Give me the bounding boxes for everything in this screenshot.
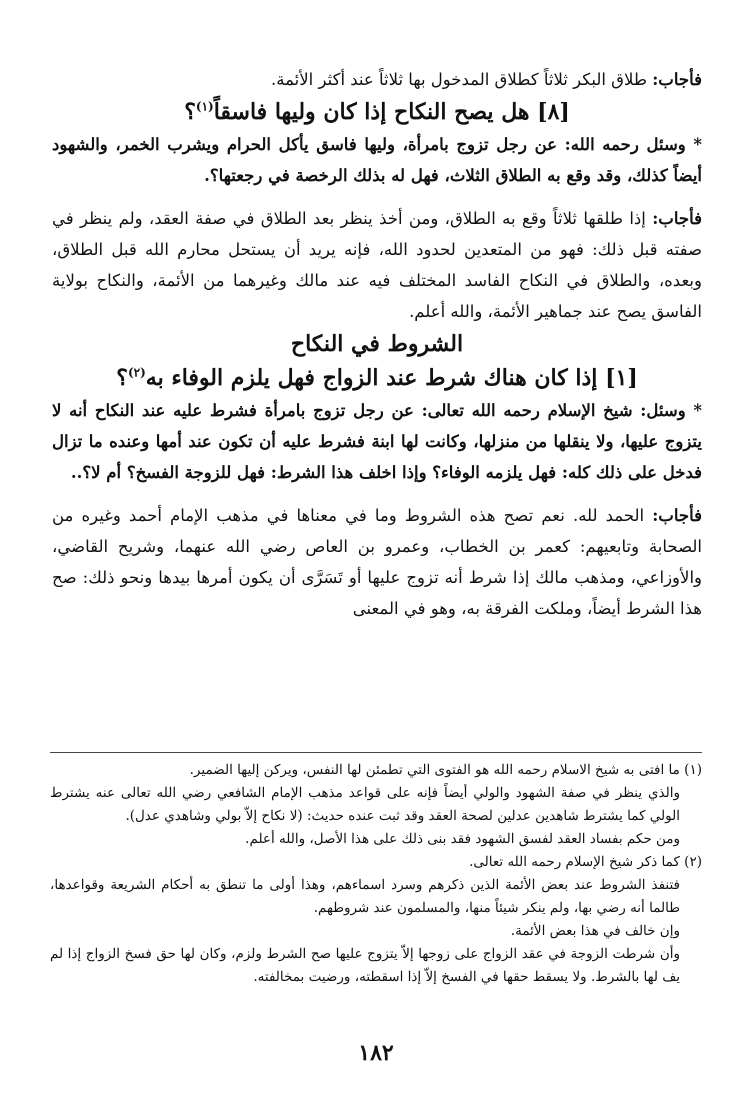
section-heading-1 <box>52 95 702 129</box>
answer-paragraph-2 <box>52 500 702 624</box>
question-paragraph-2 <box>52 395 702 488</box>
chapter-title: الشروط في النكاح <box>290 331 464 357</box>
answer-lead: فأجاب: <box>652 70 702 89</box>
footnote-line: وأن شرطت الزوجة في عقد الزواج على زوجها إلاّ يتزوج عليها صح الشرط ولزم، وكان لها حق فسخ الزواج إذا لم يف لها بالشرط. ولا يسقط حقها في الفسخ إلاّ إذا اسقطته، ورضيت بمخالفته. <box>50 946 680 985</box>
footnote-ref-1: (١) <box>195 99 214 114</box>
section-heading-2 <box>52 361 702 395</box>
question-paragraph-1 <box>52 129 702 191</box>
footnote-line: (٢) كما ذكر شيخ الإسلام رحمه الله تعالى. <box>469 854 702 870</box>
answer-text: طلاق البكر ثلاثاً كطلاق المدخول بها ثلاثاً عند أكثر الأئمة. <box>271 70 647 89</box>
question-lead: * وسئل: شيخ الإسلام رحمه الله تعالى: <box>421 401 702 420</box>
question-text: عن رجل تزوج بامرأة فشرط عليه عند النكاح أنه لا يتزوج عليها، ولا ينقلها من منزلها، وكانت لها ابنة فشرط عليه أن تكون عند أمها وعنده ما تزال فدخل على ذلك كله: فهل يلزمه الوفاء؟ وإذا اخلف هذا الشرط: فهل للزوجة الفسخ؟ أم لا؟.. <box>52 401 702 482</box>
footnote-line: (١) ما افتى به شيخ الاسلام رحمه الله هو الفتوى التي تطمئن لها النفس، ويركن إليها الضمير. <box>189 762 702 778</box>
answer-paragraph-1 <box>52 203 702 327</box>
section-heading-2-text: [١] إذا كان هناك شرط عند الزواج فهل يلزم الوفاء به <box>145 365 638 391</box>
answer-lead: فأجاب: <box>652 506 702 525</box>
footnote-line: ومن حكم بفساد العقد لفسق الشهود فقد بنى ذلك على هذا الأصل، والله أعلم. <box>245 831 680 847</box>
footnotes <box>50 752 702 989</box>
answer-text: إذا طلقها ثلاثاً وقع به الطلاق، ومن أخذ ينظر بعد الطلاق في صفة العقد، ولم ينظر في صفته قبل ذلك: فهو من المتعدين لحدود الله، فإنه يريد أن يستحل محارم الله قبل الطلاق، وبعده، والطلاق في النكاح الفاسد المختلف فيه عند مالك وغيرهما من الأئمة، والنكاح بولاية الفاسق يصح عند جماهير الأئمة، والله أعلم. <box>52 209 702 321</box>
answer-paragraph-top <box>52 64 702 95</box>
question-lead: * وسئل رحمه الله: <box>564 135 702 154</box>
section-heading-1-text: [٨] هل يصح النكاح إذا كان وليها فاسقاً <box>213 99 570 125</box>
section-heading-1-end: ؟ <box>184 99 196 125</box>
section-heading-2-end: ؟ <box>116 365 128 391</box>
footnote-ref-2: (٢) <box>127 365 146 380</box>
footnote-line: والذي ينظر في صفة الشهود والولي أيضاً فإنه على قواعد مذهب الإمام الشافعي رضي الله تعالى عنه يشترط الولي كما يشترط شاهدين عدلين لصحة العقد وقد ثبت عنده حديث: (لا نكاح إلاّ بولي وشاهدي عدل). <box>50 785 680 824</box>
question-text: عن رجل تزوج بامرأة، وليها فاسق يأكل الحرام ويشرب الخمر، والشهود أيضاً كذلك، وقد وقع به الطلاق الثلاث، فهل له بذلك الرخصة في رجعتها؟. <box>52 135 702 185</box>
page-number: ١٨٢ <box>358 1040 394 1066</box>
answer-lead: فأجاب: <box>652 209 702 228</box>
footnote-line: وإن خالف في هذا بعض الأئمة. <box>510 923 680 939</box>
footnote-line: فتنفذ الشروط عند بعض الأئمة الذين ذكرهم وسرد اسماءهم، وهذا أولى ما تنطق به أحكام الشريعة وقواعدها، طالما أنه رضي بها، ولم ينكر شيئاً منها، والمسلمون عند شروطهم. <box>50 877 680 916</box>
answer-text: الحمد لله. نعم تصح هذه الشروط وما في معناها في مذهب الإمام أحمد وغيره من الصحابة وتابعيهم: كعمر بن الخطاب، وعمرو بن العاص رضي الله عنهما، وشريح القاضي، والأوزاعي، ومذهب مالك إذا شرط أنه تزوج عليها أو تَسَرَّى أن يكون أمرها بيدها ونحو ذلك: صح هذا الشرط أيضاً، وملكت الفرقة به، وهو في المعنى <box>52 506 702 618</box>
